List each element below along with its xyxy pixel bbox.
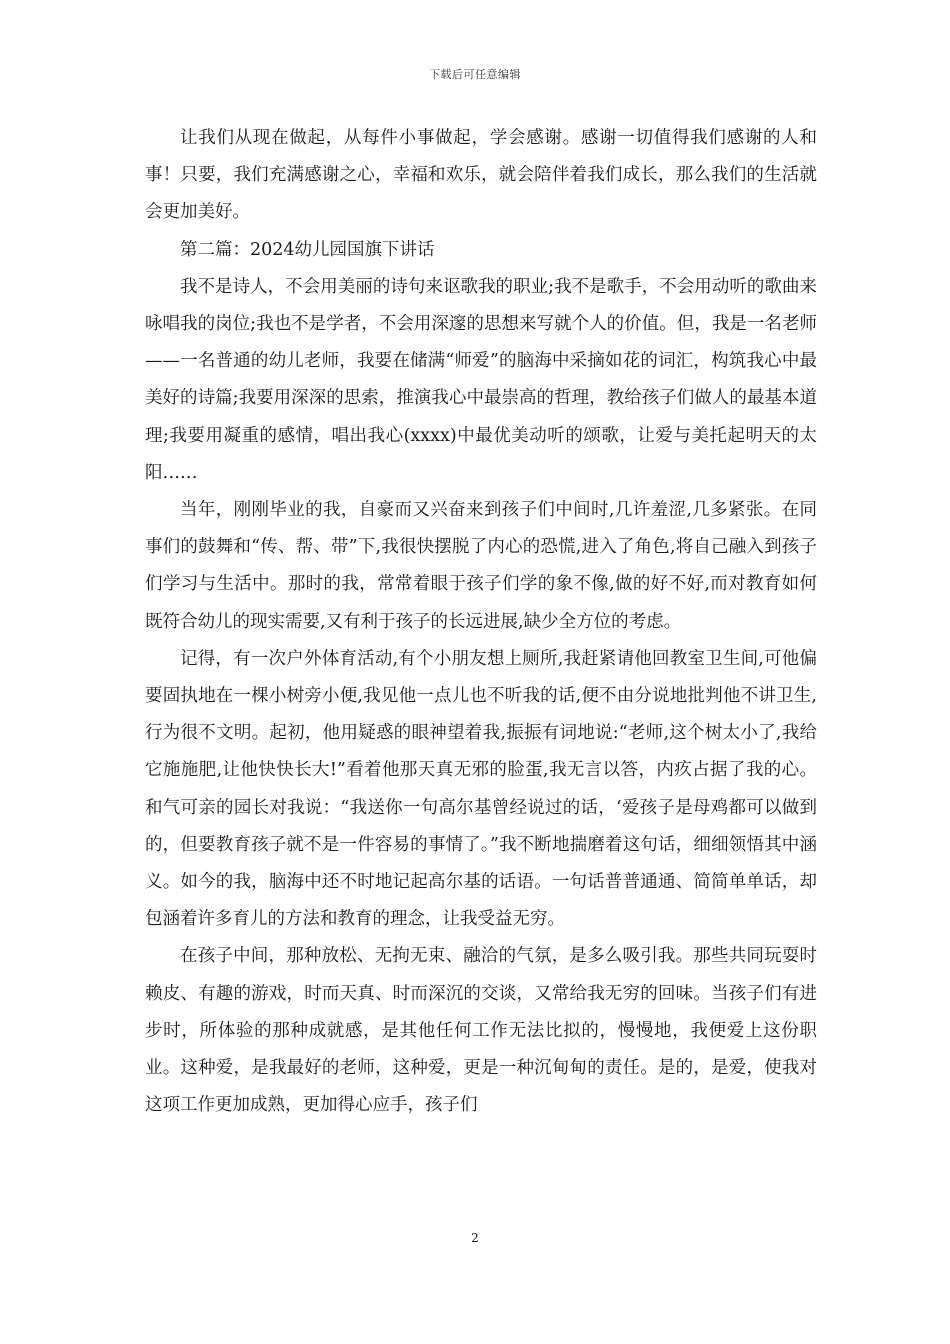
paragraph-first-years: 当年，刚刚毕业的我，自豪而又兴奋来到孩子们中间时,几许羞涩,几多紧张。在同事们的鼓舞和“传、帮、带”下,我很快摆脱了内心的恐慌,进入了角色,将自己融入到孩子们学习与生活中。那时的我，常常着眼于孩子们学的象不像,做的好不好,而对教育如何既符合幼儿的现实需要,又有利于孩子的长远进展,缺少全方位的考虑。: [145, 500, 817, 632]
paragraph-closing-gratitude: 让我们从现在做起，从每件小事做起，学会感谢。感谢一切值得我们感谢的人和事！只要，我们充满感谢之心，幸福和欢乐，就会陪伴着我们成长，那么我们的生活就会更加美好。: [145, 128, 817, 223]
paragraph-intro-teacher: 我不是诗人，不会用美丽的诗句来讴歌我的职业;我不是歌手，不会用动听的歌曲来咏唱我的岗位;我也不是学者，不会用深邃的思想来写就个人的价值。但，我是一名老师——一名普通的幼儿老师，我要在储满“师爱”的脑海中采摘如花的词汇，构筑我心中最美好的诗篇;我要用深深的思索，推演我心中最崇高的哲理，教给孩子们做人的最基本道理;我要用凝重的感情，唱出我心(xxxx)中最优美动听的颂歌，让爱与美托起明天的太阳……: [145, 276, 817, 483]
document-body: [145, 120, 817, 1124]
section-heading: 第二篇：2024幼儿园国旗下讲话: [180, 239, 435, 260]
paragraph-among-children: 在孩子中间，那种放松、无拘无束、融洽的气氛，是多么吸引我。那些共同玩耍时赖皮、有趣的游戏，时而天真、时而深沉的交谈，又常给我无穷的回味。当孩子们有进步时，所体验的那种成就感，是其他任何工作无法比拟的，慢慢地，我便爱上这份职业。这种爱，是我最好的老师，这种爱，更是一种沉甸甸的责任。是的，是爱，使我对这项工作更加成熟，更加得心应手，孩子们: [145, 946, 817, 1116]
page-number: [0, 1231, 950, 1245]
page-number-text: 2: [471, 1231, 479, 1245]
header-note: 下载后可任意编辑: [429, 68, 521, 81]
page-header: [0, 66, 950, 82]
paragraph-outdoor-story: 记得，有一次户外体育活动,有个小朋友想上厕所,我赶紧请他回教室卫生间,可他偏要固执地在一棵小树旁小便,我见他一点儿也不听我的话,便不由分说地批判他不讲卫生,行为很不文明。起初，他用疑惑的眼神望着我,振振有词地说:“老师,这个树太小了,我给它施施肥,让他快快长大!”看着他那天真无邪的脸蛋,我无言以答，内疚占据了我的心。和气可亲的园长对我说：“我送你一句高尔基曾经说过的话，‘爱孩子是母鸡都可以做到的，但要教育孩子就不是一件容易的事情了。”我不断地揣磨着这句话，细细领悟其中涵义。如今的我，脑海中还不时地记起高尔基的话语。一句话普普通通、简简单单话，却包涵着许多育儿的方法和教育的理念，让我受益无穷。: [145, 648, 817, 930]
